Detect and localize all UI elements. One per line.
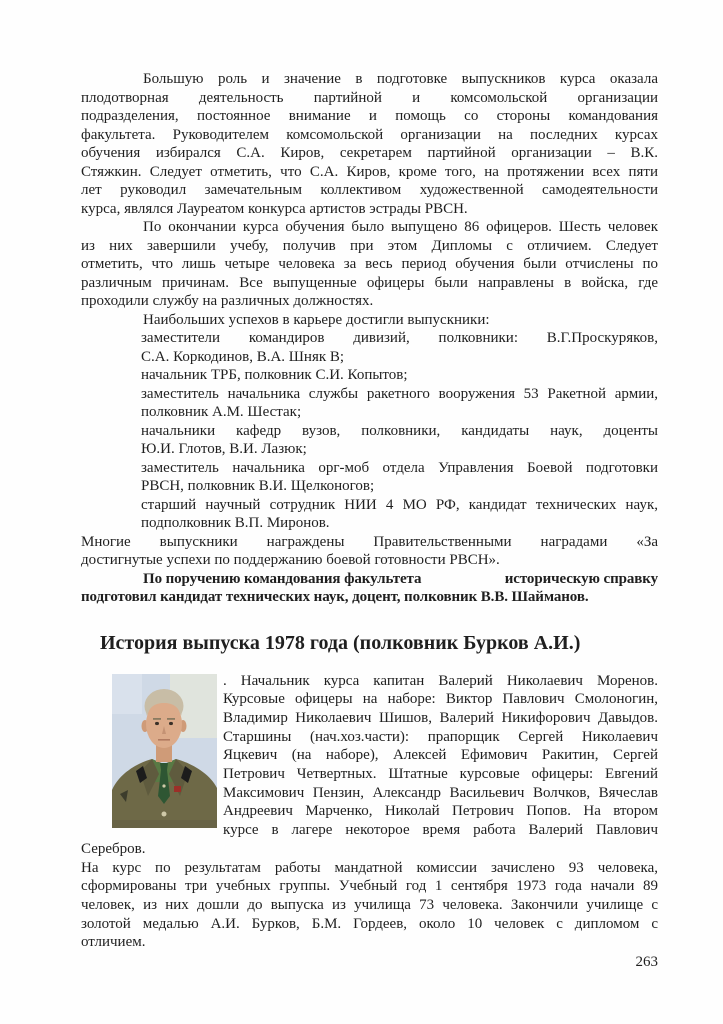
paragraph-party-role bbox=[81, 70, 658, 218]
text-line: курсе в лагере некоторое время работа Валерий Павлович bbox=[223, 822, 658, 839]
text-line: Курсовые офицеры на наборе: Виктор Павлович Смолоногин, bbox=[223, 691, 658, 708]
text-line: Многие выпускники награждены Правительственными наградами «За bbox=[81, 533, 658, 550]
paragraph-attribution bbox=[81, 570, 658, 607]
text-line: Петрович Четвертных. Штатные курсовые офицеры: Евгений bbox=[223, 766, 658, 783]
text-line: Стяжкин. Следует отметить, что С.А. Киров, кроме того, на протяжении всех пяти bbox=[81, 163, 658, 180]
text-line: Старшины (нач.хоз.части): прапорщик Сергей Николаевич bbox=[223, 728, 658, 745]
list-item: Ю.И. Глотов, В.И. Лазюк; bbox=[141, 441, 307, 457]
achievers-list bbox=[81, 329, 658, 533]
text-line: Владимир Николаевич Шишов, Валерий Никифорович Давыдов. bbox=[223, 709, 658, 726]
text-line: Большую роль и значение в подготовке выпускников курса оказала bbox=[143, 71, 658, 87]
list-item: заместитель начальника орг-моб отдела Управления Боевой подготовки bbox=[141, 459, 658, 476]
text-line: подразделения, постоянное внимание и помощь со стороны командования bbox=[81, 108, 658, 124]
text-line: факультета. Руководителем комсомольской организации на последних курсах bbox=[81, 126, 658, 143]
text-line: отметить, что лишь четыре человека за весь период обучения были отчислены по bbox=[81, 256, 658, 272]
photo-paragraph-section bbox=[81, 672, 658, 953]
text-line: отличием. bbox=[81, 934, 146, 951]
text-line: человек, из них дошли до выпуска из училища 73 человека. Закончили училище с bbox=[81, 896, 658, 913]
text-line: из них завершили учебу, получив при этом Дипломы с отличием. Следует bbox=[81, 237, 658, 254]
list-item: начальники кафедр вузов, полковники, кандидаты наук, доценты bbox=[141, 422, 658, 439]
list-item: РВСН, полковник В.И. Щелконогов; bbox=[141, 478, 375, 494]
text-line: На курс по результатам работы мандатной комиссии зачислено 93 человека, bbox=[81, 859, 658, 876]
list-item: заместитель начальника службы ракетного вооружения 53 Ракетной армии, bbox=[141, 385, 658, 402]
list-item: заместители командиров дивизий, полковники: В.Г.Проскуряков, bbox=[141, 330, 658, 346]
paragraph-awards bbox=[81, 533, 658, 570]
text-line: Андреевич Марченко, Николай Петрович Попов. На втором bbox=[223, 803, 658, 820]
attribution-left: По поручению командования факультета bbox=[143, 570, 422, 587]
text-line: золотой медалью А.И. Бурков, Б.М. Гордеев, около 10 человек с дипломом с bbox=[81, 915, 658, 932]
text-line: плодотворная деятельность партийной и комсомольской организации bbox=[81, 89, 658, 106]
text-line: Максимович Пензин, Александр Васильевич Волчков, Вячеслав bbox=[223, 784, 658, 801]
section-heading-1978: История выпуска 1978 года (полковник Бурков А.И.) bbox=[100, 631, 581, 654]
portrait-photo bbox=[112, 674, 217, 828]
text-line: достигнутые успехи по поддержанию боевой готовности РВСН». bbox=[81, 552, 500, 568]
text-line: По окончании курса обучения было выпущено 86 офицеров. Шесть человек bbox=[143, 219, 658, 235]
list-item: старший научный сотрудник НИИ 4 МО РФ, кандидат технических наук, bbox=[141, 496, 658, 513]
attribution-right: историческую справку bbox=[504, 570, 658, 587]
text-line: Яцкевич (на наборе), Алексей Ефимович Ракитин, Сергей bbox=[223, 747, 658, 764]
text-line bbox=[81, 570, 658, 589]
text-line: курса, являлся Лауреатом конкурса артистов эстрады РВСН. bbox=[81, 200, 468, 217]
text-line: проходили службу на различных должностях. bbox=[81, 293, 374, 309]
text-line: лет руководил замечательным коллективом художественной самодеятельности bbox=[81, 182, 658, 198]
text-line: . Начальник курса капитан Валерий Николаевич Моренов. bbox=[223, 672, 658, 689]
list-item: С.А. Коркодинов, В.А. Шняк В; bbox=[141, 348, 345, 365]
text-line: обучения избирался С.А. Киров, секретарем партийной организации – В.К. bbox=[81, 145, 658, 161]
list-item: подполковник В.П. Миронов. bbox=[141, 515, 330, 531]
list-item: начальник ТРБ, полковник С.И. Копытов; bbox=[141, 367, 408, 383]
paragraph-graduation-stats bbox=[81, 218, 658, 311]
portrait-photo-graphic bbox=[112, 674, 217, 828]
text-column bbox=[81, 70, 658, 972]
list-item: полковник А.М. Шестак; bbox=[141, 404, 302, 420]
text-line: Серебров. bbox=[81, 840, 146, 857]
paragraph-career-intro: Наибольших успехов в карьере достигли выпускники: bbox=[143, 311, 490, 328]
page-number: 263 bbox=[635, 954, 658, 971]
text-line: различным причинам. Все выпущенные офицеры были направлены в войска, где bbox=[81, 274, 658, 291]
text-line: сформированы три учебных группы. Учебный год 1 сентября 1973 года начали 89 bbox=[81, 878, 658, 895]
text-line: подготовил кандидат технических наук, доцент, полковник В.В. Шайманов. bbox=[81, 589, 589, 605]
